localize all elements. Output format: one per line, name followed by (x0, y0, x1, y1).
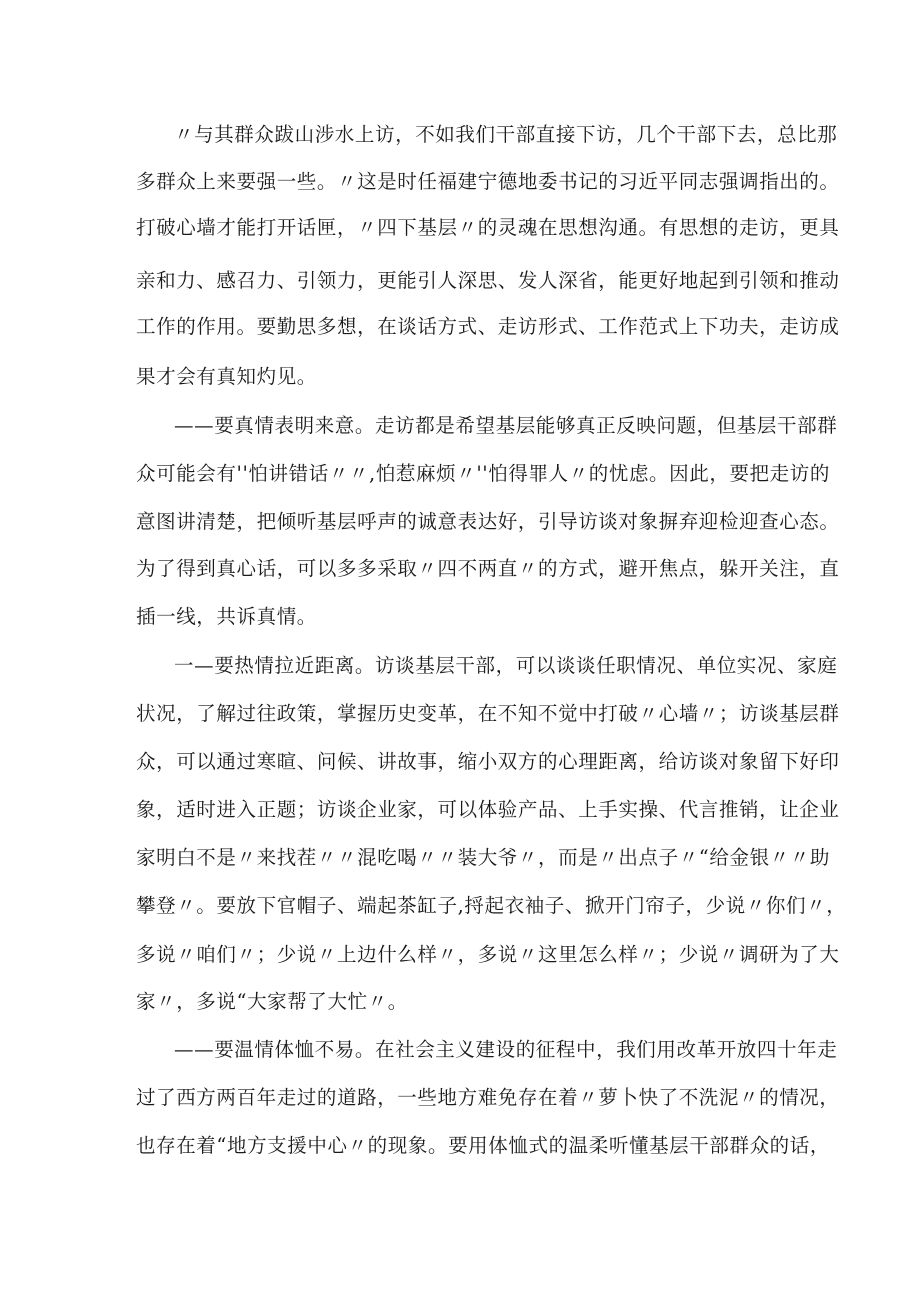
text-line: 打破心墙才能打开话匣，〃四下基层〃的灵魂在思想沟通。有思想的走访，更具 (136, 216, 840, 239)
text-line: 象，适时进入正题；访谈企业家，可以体验产品、上手实操、代言推销，让企业 (136, 798, 840, 821)
text-line: 亲和力、感召力、引领力，更能引人深思、发人深省，能更好地起到引领和推动 (136, 269, 840, 292)
text-line: 家明白不是〃来找茬〃〃混吃喝〃〃装大爷〃，而是〃出点子〃“给金银〃〃助 (136, 846, 830, 869)
text-line: 状况，了解过往政策，掌握历史变革，在不知不觉中打破〃心墙〃；访谈基层群 (136, 702, 840, 725)
text-line: ——要真情表明来意。走访都是希望基层能够真正反映问题，但基层干部群 (174, 414, 838, 437)
text-line: 插一线，共诉真情。 (136, 605, 317, 628)
text-line: 多群众上来要强一些。〃这是时任福建宁德地委书记的习近平同志强调指出的。 (136, 170, 840, 193)
text-line: 过了西方两百年走过的道路，一些地方难免存在着〃萝卜快了不洗泥〃的情况， (136, 1086, 840, 1109)
text-line: 一—要热情拉近距离。访谈基层干部，可以谈谈任职情况、单位实况、家庭 (174, 654, 838, 677)
text-line: ——要温情体恤不易。在社会主义建设的征程中，我们用改革开放四十年走 (174, 1038, 838, 1061)
text-line: 〃与其群众跋山涉水上访，不如我们干部直接下访，几个干部下去，总比那 (174, 123, 838, 146)
text-line: 众可能会有''怕讲错话〃〃,怕惹麻烦〃''怕得罪人〃的忧虑。因此，要把走访的 (136, 462, 830, 485)
text-line: 家〃，多说“大家帮了大忙〃。 (136, 990, 408, 1013)
text-line: 果才会有真知灼见。 (136, 365, 317, 388)
text-line: 意图讲清楚，把倾听基层呼声的诚意表达好，引导访谈对象摒弃迎检迎查心态。 (136, 510, 840, 533)
text-line: 工作的作用。要勤思多想，在谈话方式、走访形式、工作范式上下功夫，走访成 (136, 315, 840, 338)
text-line: 也存在着“地方支援中心〃的现象。要用体恤式的温柔听懂基层干部群众的话， (136, 1134, 830, 1157)
text-line: 众，可以通过寒暄、问候、讲故事，缩小双方的心理距离，给访谈对象留下好印 (136, 750, 840, 773)
text-line: 为了得到真心话，可以多多采取〃四不两直〃的方式，避开焦点，躲开关注，直 (136, 557, 840, 580)
text-line: 多说〃咱们〃；少说〃上边什么样〃，多说〃这里怎么样〃；少说〃调研为了大 (136, 943, 840, 966)
text-line: 攀登〃。要放下官帽子、端起茶缸子,捋起衣袖子、掀开门帘子，少说〃你们〃， (136, 894, 847, 917)
